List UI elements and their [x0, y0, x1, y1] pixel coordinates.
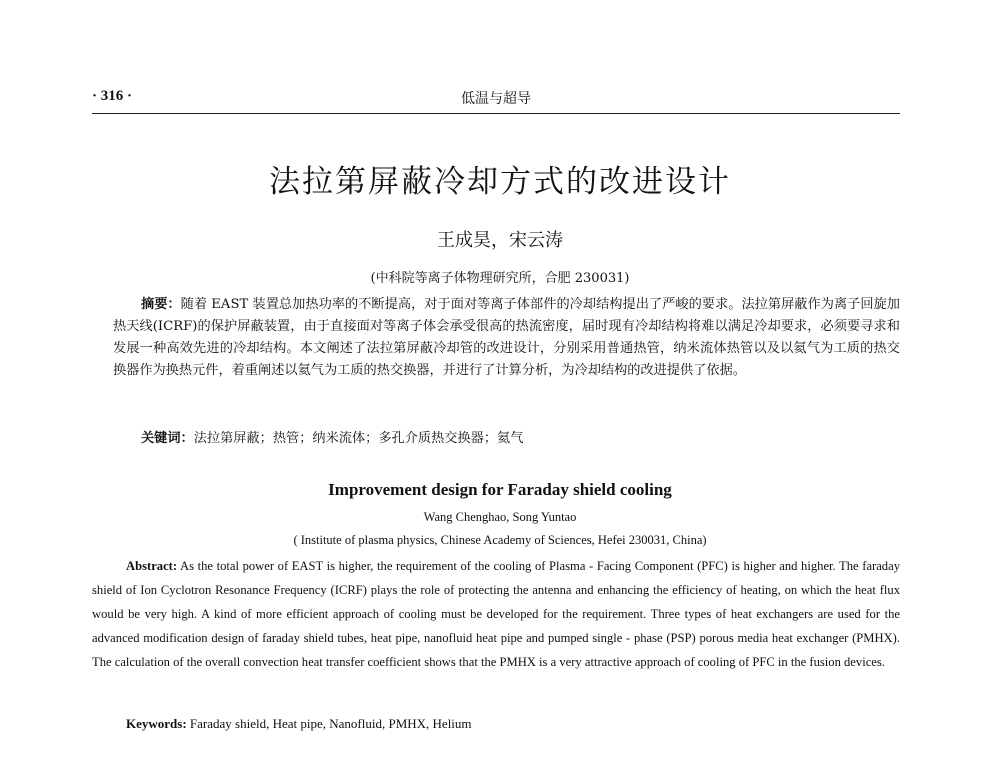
english-abstract	[92, 554, 900, 674]
chinese-authors: 王成昊，宋云涛	[437, 230, 563, 251]
header-rule	[92, 113, 900, 114]
chinese-keywords-label: 关键词：	[141, 431, 194, 446]
chinese-abstract	[113, 294, 900, 382]
chinese-keywords-text: 法拉第屏蔽；热管；纳米流体；多孔介质热交换器；氦气	[193, 431, 524, 446]
journal-name: 低温与超导	[461, 91, 531, 107]
chinese-affiliation: (中科院等离子体物理研究所，合肥 230031)	[370, 271, 630, 286]
chinese-abstract-label: 摘要：	[141, 297, 181, 312]
english-affiliation: ( Institute of plasma physics, Chinese Academy of Sciences, Hefei 230031, China)	[293, 533, 707, 547]
page-number: · 316 ·	[92, 88, 133, 104]
english-abstract-text: As the total power of EAST is higher, the requirement of the cooling of Plasma - Facing Component (PFC) is higher and higher. The faraday shield of Ion Cyclotron Resonance Frequency (ICRF) plays the role of protecting the antenna and enhancing the efficiency of heating, on which the heat flux would be very high. A kind of more efficient approach of cooling must be developed for the requirement. Three types of heat exchangers are used for the advanced modification design of faraday shield tubes, heat pipe, nanofluid heat pipe and pumped single - phase (PSP) porous media heat exchanger (PMHX). The calculation of the overall convection heat transfer coefficient shows that the PMHX is a very attractive approach of cooling of PFC in the fusion devices.	[92, 559, 900, 669]
chinese-title: 法拉第屏蔽冷却方式的改进设计	[269, 164, 731, 200]
english-keywords	[126, 716, 472, 732]
english-keywords-label: Keywords:	[126, 716, 187, 731]
english-authors: Wang Chenghao, Song Yuntao	[423, 510, 577, 524]
running-header	[92, 88, 900, 110]
chinese-abstract-text: 随着 EAST 装置总加热功率的不断提高，对于面对等离子体部件的冷却结构提出了严峻的要求。法拉第屏蔽作为离子回旋加热天线(ICRF)的保护屏蔽装置，由于直接面对等离子体会承受很高的热流密度，届时现有冷却结构将难以满足冷却要求，必须要寻求和发展一种高效先进的冷却结构。本文阐述了法拉第屏蔽冷却管的改进设计，分别采用普通热管，纳米流体热管以及以氦气为工质的热交换器作为换热元件，着重阐述以氦气为工质的热交换器，并进行了计算分析，为冷却结构的改进提供了依据。	[113, 297, 900, 378]
english-keywords-text: Faraday shield, Heat pipe, Nanofluid, PMHX, Helium	[189, 716, 472, 731]
english-title: Improvement design for Faraday shield cooling	[328, 480, 672, 499]
chinese-keywords	[141, 427, 523, 446]
english-abstract-label: Abstract:	[126, 559, 178, 573]
